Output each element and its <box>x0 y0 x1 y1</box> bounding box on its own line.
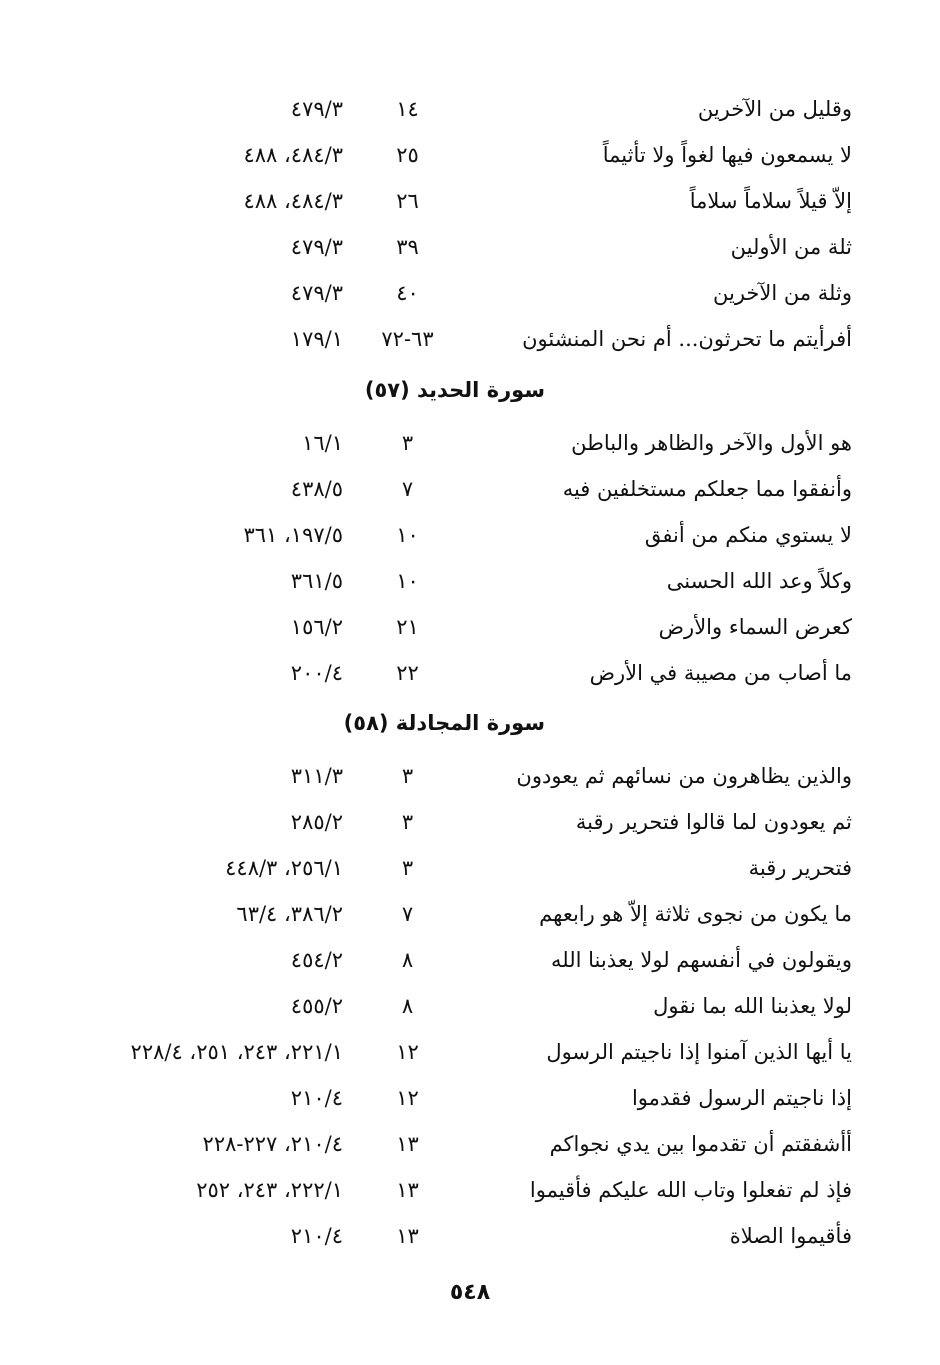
verse-number: ٢١ <box>396 615 419 639</box>
verse-phrase: فإذ لم تفعلوا وتاب الله عليكم فأقيموا <box>529 1178 852 1202</box>
verse-number: ١٠ <box>396 569 419 593</box>
verse-number: ٣ <box>401 764 414 788</box>
table-row <box>0 753 940 799</box>
verse-phrase: أفرأيتم ما تحرثون... أم نحن المنشئون <box>522 327 852 351</box>
verse-phrase: يا أيها الذين آمنوا إذا ناجيتم الرسول <box>546 1040 852 1064</box>
verse-phrase: ما يكون من نجوى ثلاثة إلاّ هو رابعهم <box>539 902 852 926</box>
verse-phrase: إلاّ قيلاً سلاماً سلاماً <box>689 189 852 213</box>
verse-phrase: كعرض السماء والأرض <box>658 615 852 639</box>
table-row <box>0 937 940 983</box>
verse-number: ٤٠ <box>396 281 419 305</box>
verse-number: ١٠ <box>396 523 419 547</box>
page-reference: ٢١٠/٤، ٢٢٧-٢٢٨ <box>202 1132 343 1156</box>
verse-phrase: لا يستوي منكم من أنفق <box>644 523 852 547</box>
page-reference: ٤٥٥/٢ <box>290 994 343 1018</box>
verse-phrase: فأقيموا الصلاة <box>729 1224 852 1248</box>
table-row <box>0 1167 940 1213</box>
verse-number: ٢٥ <box>396 143 419 167</box>
verse-number: ٣ <box>401 856 414 880</box>
page-reference: ١٦/١ <box>302 431 343 455</box>
verse-number: ٨ <box>401 948 414 972</box>
verse-number: ٦٣-٧٢ <box>381 327 434 351</box>
verse-phrase: والذين يظاهرون من نسائهم ثم يعودون <box>516 764 852 788</box>
table-row <box>0 845 940 891</box>
verse-number: ٢٢ <box>396 661 419 685</box>
verse-phrase: وقليل من الآخرين <box>697 97 852 121</box>
page-reference: ٢٨٥/٢ <box>290 810 343 834</box>
page-reference: ٢٢١/١، ٢٤٣، ٢٥١، ٢٢٨/٤ <box>130 1040 343 1064</box>
table-row <box>0 650 940 696</box>
page-reference: ٢١٠/٤ <box>290 1086 343 1110</box>
page-reference: ٢٠٠/٤ <box>290 661 343 685</box>
table-row <box>0 604 940 650</box>
page-reference: ١٥٦/٢ <box>290 615 343 639</box>
verse-number: ٧ <box>401 902 414 926</box>
verse-phrase: وثلة من الآخرين <box>713 281 852 305</box>
page-reference: ٢١٠/٤ <box>290 1224 343 1248</box>
page-reference: ٤٨٤/٣، ٤٨٨ <box>243 189 343 213</box>
verse-phrase: إذا ناجيتم الرسول فقدموا <box>631 1086 852 1110</box>
verse-number: ١٤ <box>396 97 419 121</box>
section-heading: سورة المجادلة (٥٨) <box>343 711 545 735</box>
verse-number: ٢٦ <box>396 189 419 213</box>
table-row <box>0 132 940 178</box>
verse-number: ٣ <box>401 431 414 455</box>
verse-number: ١٣ <box>396 1132 419 1156</box>
verse-phrase: ثلة من الأولين <box>730 235 852 259</box>
verse-number: ٧ <box>401 477 414 501</box>
page-reference: ٢٥٦/١، ٤٤٨/٣ <box>225 856 343 880</box>
page-number: ٥٤٨ <box>449 1280 491 1305</box>
table-row <box>0 270 940 316</box>
table-row <box>0 420 940 466</box>
verse-phrase: وكلاً وعد الله الحسنى <box>666 569 852 593</box>
verse-phrase: هو الأول والآخر والظاهر والباطن <box>571 431 852 455</box>
section-al-mujadila <box>0 753 940 1259</box>
page-reference: ٤٥٤/٢ <box>290 948 343 972</box>
page-reference: ١٩٧/٥، ٣٦١ <box>243 523 343 547</box>
verse-number: ١٢ <box>396 1040 419 1064</box>
verse-phrase: فتحرير رقبة <box>748 856 852 880</box>
table-row <box>0 1075 940 1121</box>
table-row <box>0 799 940 845</box>
page-reference: ٣١١/٣ <box>290 764 343 788</box>
table-row <box>0 178 940 224</box>
page-reference: ١٧٩/١ <box>290 327 343 351</box>
verse-number: ٣٩ <box>396 235 419 259</box>
verse-phrase: لا يسمعون فيها لغواً ولا تأثيماً <box>602 143 852 167</box>
section-heading: سورة الحديد (٥٧) <box>364 378 545 402</box>
table-row <box>0 86 940 132</box>
table-row <box>0 316 940 362</box>
page-reference: ٤٣٨/٥ <box>290 477 343 501</box>
verse-phrase: ما أصاب من مصيبة في الأرض <box>589 661 852 685</box>
table-row <box>0 512 940 558</box>
table-row <box>0 466 940 512</box>
page-reference: ٤٧٩/٣ <box>290 97 343 121</box>
table-row <box>0 1213 940 1259</box>
verse-number: ١٣ <box>396 1178 419 1202</box>
page-reference: ٤٧٩/٣ <box>290 281 343 305</box>
table-row <box>0 1029 940 1075</box>
table-row <box>0 891 940 937</box>
page-reference: ٤٧٩/٣ <box>290 235 343 259</box>
page-reference: ٤٨٤/٣، ٤٨٨ <box>243 143 343 167</box>
section-continued <box>0 86 940 362</box>
table-row <box>0 224 940 270</box>
verse-phrase: ويقولون في أنفسهم لولا يعذبنا الله <box>551 948 852 972</box>
verse-number: ١٣ <box>396 1224 419 1248</box>
verse-number: ٨ <box>401 994 414 1018</box>
page-reference: ٣٨٦/٢، ٦٣/٤ <box>236 902 343 926</box>
verse-number: ٣ <box>401 810 414 834</box>
verse-number: ١٢ <box>396 1086 419 1110</box>
verse-phrase: لولا يعذبنا الله بما نقول <box>653 994 852 1018</box>
section-al-hadid <box>0 420 940 696</box>
verse-phrase: وأنفقوا مما جعلكم مستخلفين فيه <box>562 477 852 501</box>
table-row <box>0 558 940 604</box>
verse-phrase: ثم يعودون لما قالوا فتحرير رقبة <box>575 810 852 834</box>
page-reference: ٣٦١/٥ <box>290 569 343 593</box>
table-row <box>0 983 940 1029</box>
table-row <box>0 1121 940 1167</box>
verse-phrase: أأشفقتم أن تقدموا بين يدي نجواكم <box>549 1132 852 1156</box>
page-reference: ٢٢٢/١، ٢٤٣، ٢٥٢ <box>196 1178 343 1202</box>
